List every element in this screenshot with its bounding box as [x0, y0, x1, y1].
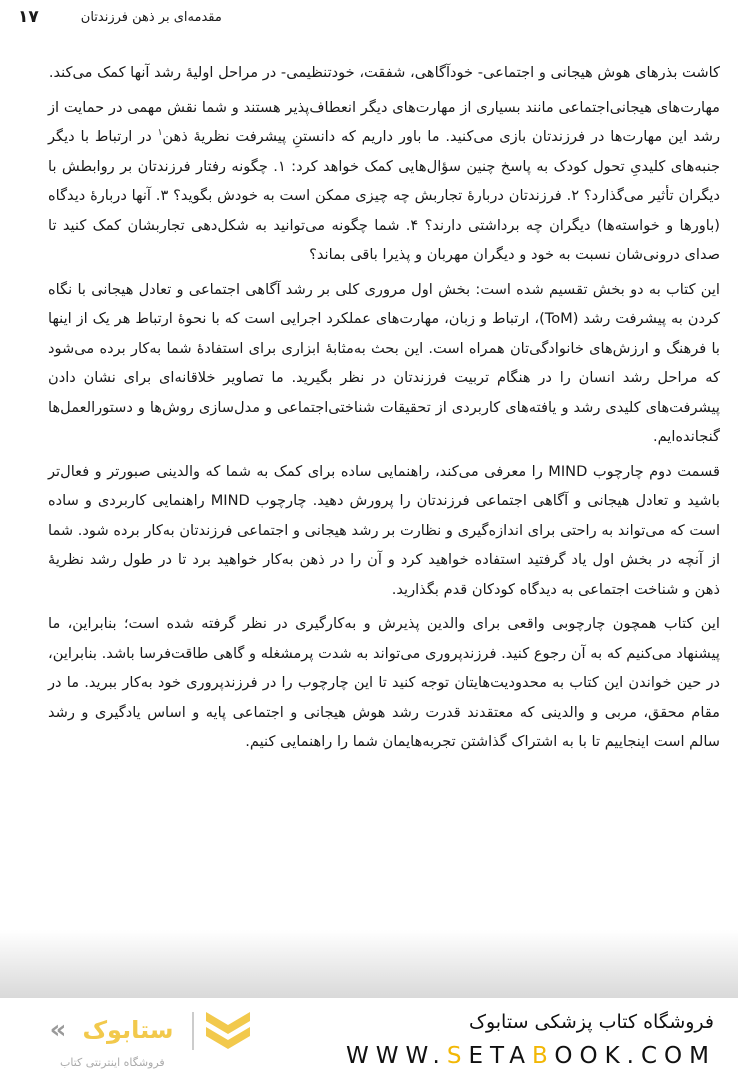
page-edge-shadow — [0, 930, 738, 998]
store-url[interactable]: WWW.SETABOOK.COM — [345, 1043, 716, 1069]
svg-text:ستابوک: ستابوک — [82, 1016, 174, 1044]
paragraph: این کتاب همچون چارچوبی واقعی برای والدین پذیرش و به‌کارگیری در نظر گرفته شده است؛ بنابراین، ما پیشنهاد می‌کنیم که به آن رجوع کنید. فرزندپروری می‌تواند به شدت پرمشغله و گاهی طاقت‌فرسا باشد. بنابراین، در حین خواندن این کتاب به محدودیت‌هایتان توجه کنید تا این چارچوب را در فرزندپروری خود به‌کار ببرید. ما در مقام محقق، مربی و والدینی که معتقدند قدرت رشد هوش هیجانی و اجتماعی پایه و اساس یادگیری و رشد سالم است اینجاییم تا با به اشتراک گذاشتن تجربه‌هایمان شما را راهنمایی کنیم. — [48, 615, 720, 750]
store-name: فروشگاه کتاب پزشکی ستابوک — [468, 1011, 714, 1033]
paragraph: این کتاب به دو بخش تقسیم شده است: بخش اول مروری کلی بر رشد آگاهی اجتماعی و تعادل هیجانی با نگاه کردن به پیشرفت رشد (ToM)، ارتباط و زبان، مهارت‌های عملکرد اجرایی است که با نحوهٔ ارتباط هر یک از اینها با فرهنگ و ارزش‌های خانوادگی‌تان همراه است. این بحث به‌مثابهٔ ابزاری برای استفادهٔ شما به‌کار برده می‌شود که مراحل رشد انسان را در هنگام تربیت فرزندتان در نظر بگیرید. ما تصاویر خلاقانه‌ای برای نشان دادن پیشرفت‌های کلیدی رشد و یافته‌های کاربردی از تحقیقات شناختی‌اجتماعی و مدل‌سازی روش‌ها و دستورالعمل‌ها گنجانده‌ایم. — [48, 280, 720, 445]
page-header — [18, 4, 678, 30]
body-text — [48, 58, 720, 762]
watermark-footer — [0, 998, 738, 1080]
paragraph: کاشت بذرهای هوش هیجانی و اجتماعی- خودآگاهی، شفقت، خودتنظیمی- در مراحل اولیهٔ رشد آنها کمک می‌کند. — [48, 64, 720, 81]
paragraph: قسمت دوم چارچوب MIND را معرفی می‌کند، راهنمایی ساده برای کمک به شما که والدینی صبورتر و فعال‌تر باشید و تعادل هیجانی و آگاهی اجتماعی فرزندتان را پرورش دهید. چارچوب MIND راهنمایی کاربردی و ساده است که می‌تواند به راحتی برای اندازه‌گیری و نظارت بر رشد هیجانی و اجتماعی فرزندتان به‌کار برده شود. شما از آنچه در بخش اول یاد گرفتید استفاده خواهید کرد و آن را در ذهن به‌کار خواهید برد تا در طول رشد نظریهٔ ذهن و شناخت اجتماعی به دیدگاه کودکان قدم بگذارید. — [48, 462, 720, 598]
paragraph: مهارت‌های هیجانی‌اجتماعی مانند بسیاری از مهارت‌های دیگر انعطاف‌پذیر هستند و شما نقش مهمی در حمایت از رشد این مهارت‌ها در فرزندتان بازی می‌کنید. ما باور داریم که دانستنِ پیشرفت نظریهٔ ذهن$^۱$ در ارتباط با دیگر جنبه‌های کلیدیِ تحول کودک به پاسخ چنین سؤال‌هایی کمک خواهد کرد: ۱. چگونه رفتار فرزندتان بر روابطش با دیگران تأثیر می‌گذارد؟ ۲. فرزندتان دربارهٔ تجاربش چه چیزی ممکن است به خودش بگوید؟ ۳. آنها دربارهٔ دیدگاه (باورها و خواسته‌ها) دیگران چه برداشتی دارند؟ ۴. شما چگونه می‌توانید به شکل‌دهی تجاربشان کمک کنید تا صدای درونی‌شان نسبت به خود و دیگران مهربان و پذیرا باقی بماند؟ — [48, 98, 721, 263]
logo-subtitle: فروشگاه اینترنتی کتاب — [60, 1056, 165, 1069]
setabook-logo — [28, 1008, 288, 1052]
svg-text:«: « — [49, 1015, 67, 1045]
running-title: مقدمه‌ای بر ذهن فرزندتان — [80, 9, 222, 25]
page-number: ۱۷ — [18, 7, 39, 27]
footnote-marker[interactable]: ۱ — [157, 128, 163, 139]
